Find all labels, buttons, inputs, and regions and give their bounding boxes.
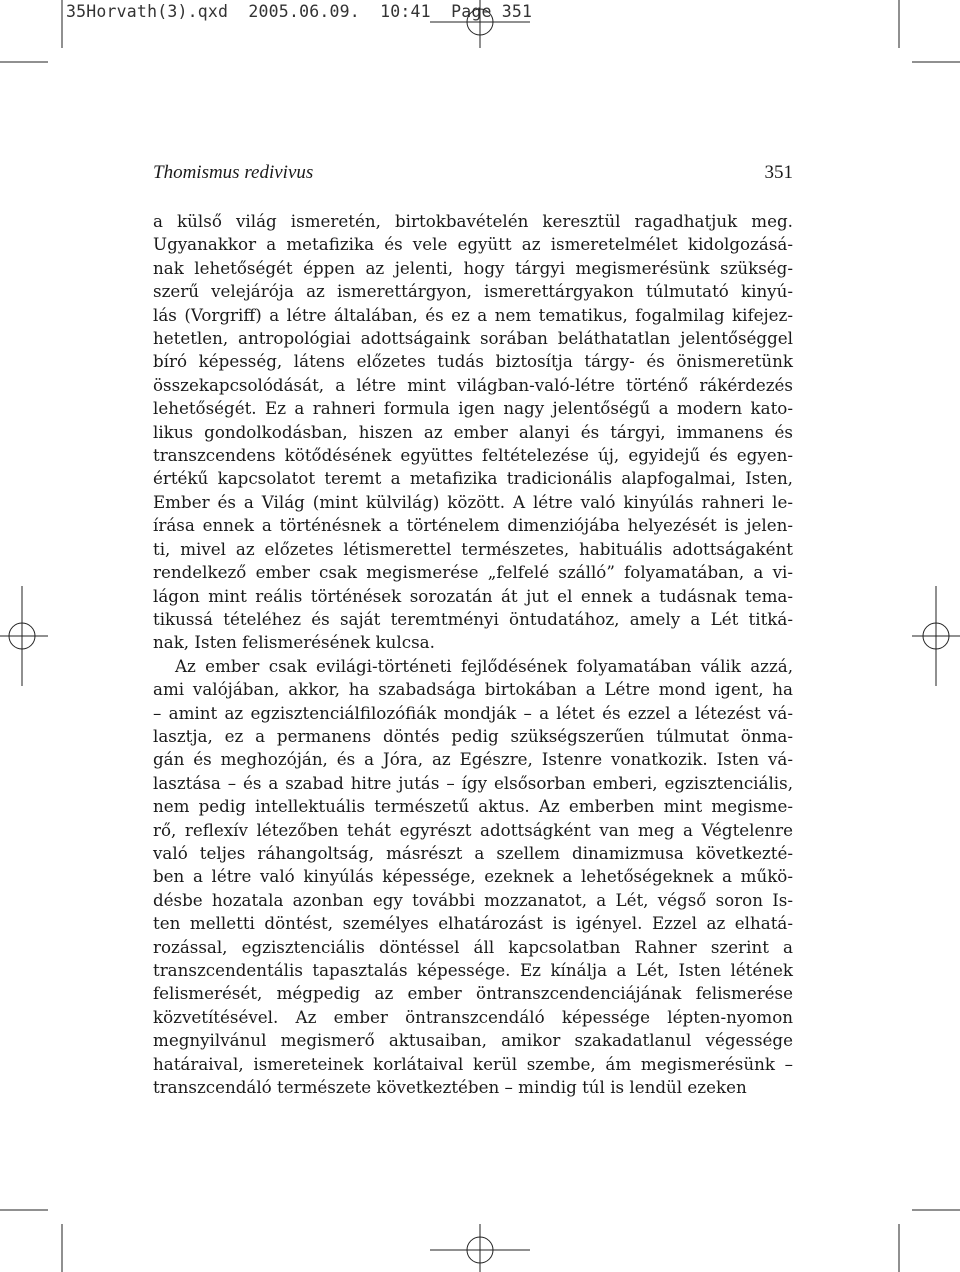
text-line: transzcendens kötődésének együttes feltételezése új, egyidejű és egyen- xyxy=(153,445,793,466)
text-line: nak, Isten felismerésének kulcsa. xyxy=(153,632,435,653)
text-line: gán és meghozóján, és a Jóra, az Egészre, Istenre vonatkozik. Isten vá- xyxy=(153,749,793,770)
registration-mark-top xyxy=(430,0,530,48)
text-line: bíró képesség, látens előzetes tudás biztosítja tárgy- és önismeretünk xyxy=(153,351,793,372)
text-line: tikussá tételéhez és saját teremtményi öntudatához, amely a Lét titká- xyxy=(153,608,793,629)
body-text xyxy=(153,210,793,1099)
text-line: ti, mivel az előzetes létismerettel természetes, habituális adottságaként xyxy=(153,538,793,559)
registration-mark-bottom xyxy=(430,1224,530,1272)
text-line: hetetlen, antropológiai adottságaink sorában beláthatatlan jelentőséggel xyxy=(153,328,793,349)
text-line: transzcendentális tapasztalás képessége. Ez kínálja a Lét, Isten létének xyxy=(153,960,793,980)
text-line: nem pedig intellektuális természetű aktus. Az emberben mint megisme- xyxy=(153,796,793,817)
text-line: határaival, ismereteinek korlátaival kerül szembe, ám megismerésünk – xyxy=(153,1053,793,1074)
text-line: megnyilvánul megismerő aktusaiban, amikor szakadatlanul végessége xyxy=(153,1030,793,1051)
running-title: Thomismus redivivus xyxy=(153,162,314,183)
file-slug-header: 35Horvath(3).qxd 2005.06.09. 10:41 Page 351 xyxy=(66,2,533,21)
text-line: lágon mint reális történések sorozatán át jut el ennek a tudásnak tema- xyxy=(153,585,793,606)
text-line: szerű velejárója az ismerettárgyon, ismerettárgyakon túlmutató kinyú- xyxy=(153,281,793,302)
page-number: 351 xyxy=(764,162,793,183)
text-line: ami valójában, akkor, ha szabadsága birtokában a Létre mond igent, ha xyxy=(153,679,793,700)
text-line: rozással, egzisztenciális döntéssel áll kapcsolatban Rahner szerint a xyxy=(153,936,793,957)
text-line: lehetőségét. Ez a rahneri formula igen nagy jelentőségű a modern kato- xyxy=(153,398,793,419)
text-line: Ember és a Világ (mint külvilág) között. A létre való kinyúlás rahneri le- xyxy=(153,491,793,512)
text-line: désbe hozatala azonban egy további mozzanatot, a Lét, végső soron Is- xyxy=(153,889,793,910)
text-line: Ugyanakkor a metafizika és vele együtt az ismeretelmélet kidolgozásá- xyxy=(153,234,793,255)
text-line: való teljes ráhangoltság, másrészt a szellem dinamizmusa következté- xyxy=(153,842,793,863)
text-line: transzcendáló természete következtében – mindig túl is lendül ezeken xyxy=(153,1077,747,1098)
text-line: értékű kapcsolatot teremt a metafizika tradicionális alapfogalmai, Isten, xyxy=(153,468,793,489)
paragraph-1 xyxy=(153,210,793,655)
paragraph-2 xyxy=(153,655,793,1100)
text-line: – amint az egzisztenciálfilozófiák mondják – a létet és ezzel a létezést vá- xyxy=(153,702,793,723)
text-line: felismerését, mégpedig az ember öntranszcendenciájának felismerése xyxy=(153,983,793,1004)
text-line: lasztása – és a szabad hitre jutás – így elsősorban emberi, egzisztenciális, xyxy=(153,772,793,793)
text-line: rő, reflexív létezőben tehát egyrészt adottságként van meg a Végtelenre xyxy=(153,819,793,840)
text-line: likus gondolkodásban, hiszen az ember alanyi és tárgyi, immanens és xyxy=(153,421,793,442)
text-line: ten melletti döntést, személyes elhatározást is igényel. Ezzel az elhatá- xyxy=(153,913,793,934)
text-line: összekapcsolódását, a létre mint világban-való-létre történő rákérdezés xyxy=(153,374,793,395)
text-line: a külső világ ismeretén, birtokbavételén keresztül ragadhatjuk meg. xyxy=(153,211,793,231)
text-line: közvetítésével. Az ember öntranszcendáló képessége lépten-nyomon xyxy=(153,1006,793,1027)
text-line: lasztja, ez a permanens döntés pedig szükségszerűen túlmutat önma- xyxy=(153,725,793,746)
text-line: Az ember csak evilági-történeti fejlődésének folyamatában válik azzá, xyxy=(175,655,793,676)
text-line: lás (Vorgriff) a létre általában, és ez a nem tematikus, fogalmilag kifejez- xyxy=(153,304,793,325)
text-line: nak lehetőségét éppen az jelenti, hogy tárgyi megismerésünk szükség- xyxy=(153,257,793,278)
text-line: írása ennek a történésnek a történelem dimenziójába helyezését is jelen- xyxy=(153,515,793,536)
registration-mark-left xyxy=(0,586,48,686)
text-line: ben a létre való kinyúlás képessége, ezeknek a lehetőségeknek a műkö- xyxy=(153,866,793,887)
registration-mark-right xyxy=(912,586,960,686)
text-line: rendelkező ember csak megismerése „felfelé szálló” folyamatában, a vi- xyxy=(153,562,793,583)
